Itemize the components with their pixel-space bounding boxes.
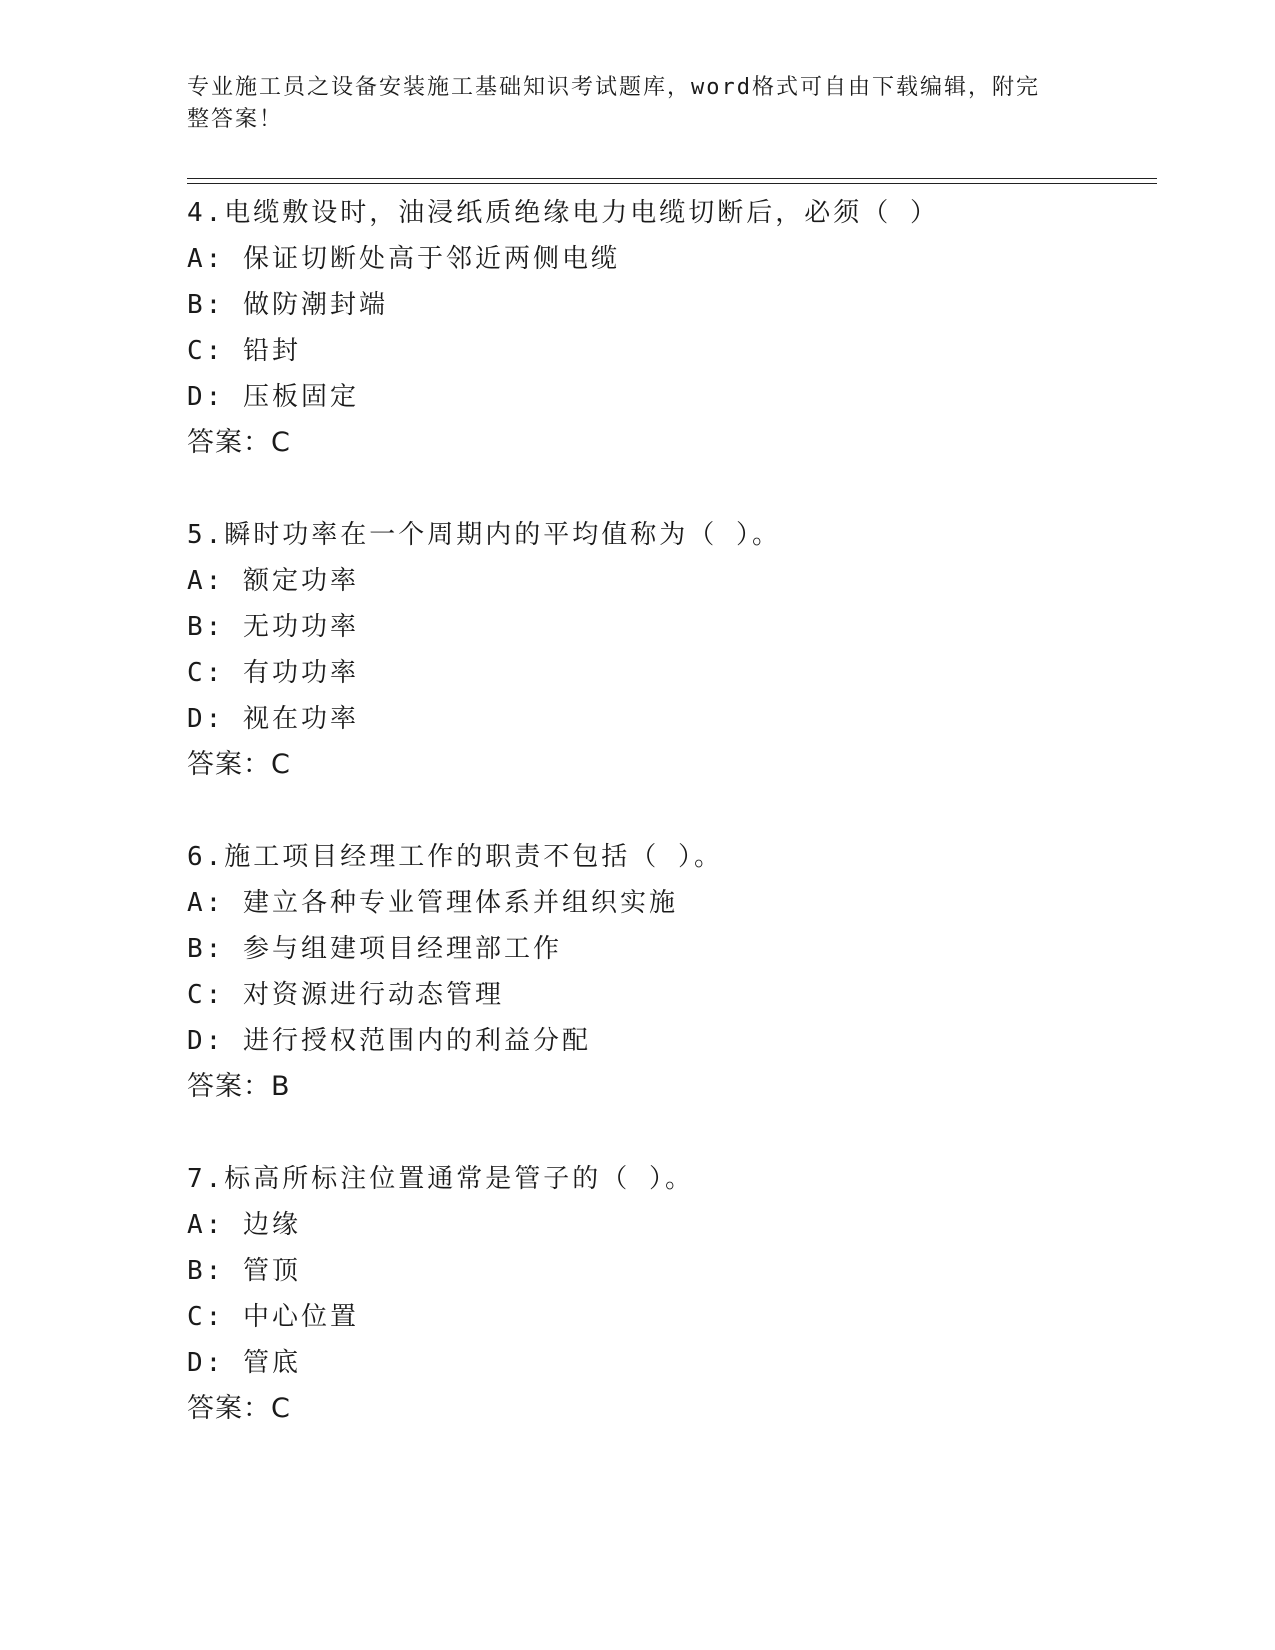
question-4 [187,190,1157,466]
answer-line: 答案：C [187,749,291,780]
header-divider-top [187,178,1157,179]
option-c: C: 有功功率 [187,658,359,688]
question-5 [187,512,1157,788]
question-stem: 5.瞬时功率在一个周期内的平均值称为（ ）。 [187,520,781,550]
option-d: D: 视在功率 [187,704,359,734]
option-c: C: 铅封 [187,336,301,366]
option-a: A: 保证切断处高于邻近两侧电缆 [187,244,620,274]
option-b: B: 无功功率 [187,612,359,642]
option-b: B: 管顶 [187,1256,301,1286]
question-6 [187,834,1157,1110]
option-b: B: 参与组建项目经理部工作 [187,934,562,964]
answer-line: 答案：C [187,427,291,458]
option-c: C: 中心位置 [187,1302,359,1332]
header-divider-bottom [187,183,1157,184]
option-b: B: 做防潮封端 [187,290,388,320]
option-a: A: 额定功率 [187,566,359,596]
document-header [187,72,1067,136]
header-line-2: 整答案！ [187,107,284,132]
question-stem: 4.电缆敷设时，油浸纸质绝缘电力电缆切断后，必须（ ） [187,198,939,228]
header-line-1: 专业施工员之设备安装施工基础知识考试题库，word格式可自由下载编辑，附完 [187,75,1040,100]
option-a: A: 边缘 [187,1210,301,1240]
option-d: D: 压板固定 [187,382,359,412]
option-a: A: 建立各种专业管理体系并组织实施 [187,888,678,918]
question-7 [187,1156,1157,1432]
option-d: D: 管底 [187,1348,301,1378]
question-stem: 6.施工项目经理工作的职责不包括（ ）。 [187,842,723,872]
option-d: D: 进行授权范围内的利益分配 [187,1026,591,1056]
option-c: C: 对资源进行动态管理 [187,980,504,1010]
answer-line: 答案：B [187,1071,291,1102]
question-stem: 7.标高所标注位置通常是管子的（ ）。 [187,1164,694,1194]
question-list [187,190,1157,1478]
answer-line: 答案：C [187,1393,291,1424]
